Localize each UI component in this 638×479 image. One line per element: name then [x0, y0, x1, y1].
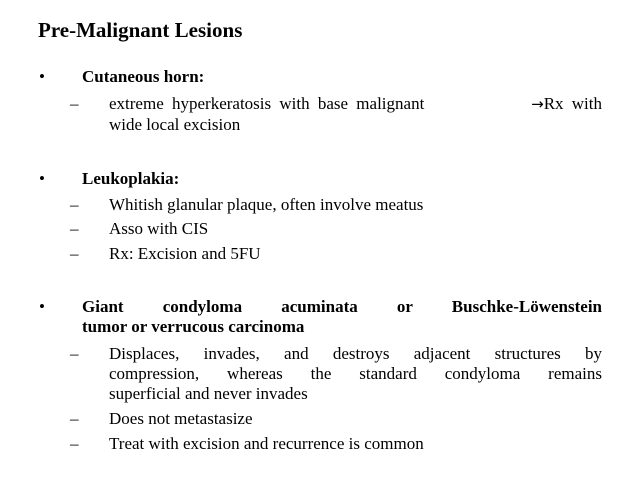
sub-item-text: Whitish glanular plaque, often involve meatus — [109, 195, 424, 214]
sub-item-text: Rx with — [543, 94, 602, 113]
sub-item-text: Asso with CIS — [109, 219, 209, 238]
bullet-heading: Leukoplakia: — [82, 169, 180, 188]
sub-item-text: extreme hyperkeratosis with base malignant — [109, 94, 425, 113]
sub-item-text-line: superficial and never invades — [109, 384, 308, 403]
bullet-marker: • — [39, 297, 45, 316]
sub-item-text-line: compression, whereas the standard condyloma remains — [109, 364, 602, 383]
slide-title: Pre-Malignant Lesions — [38, 18, 243, 42]
arrow-and-rx — [531, 95, 602, 113]
bullet-marker: • — [39, 67, 45, 86]
sub-item-text: Rx: Excision and 5FU — [109, 244, 261, 263]
bullet-heading: Giant condyloma acuminata or Buschke-Löwenstein — [82, 297, 602, 316]
dash-marker: – — [70, 195, 79, 214]
sub-item-text: Displaces, invades, and destroys adjacent structures by — [109, 344, 602, 363]
dash-marker: – — [70, 94, 79, 113]
bullet-heading-line: tumor or verrucous carcinoma — [82, 317, 305, 336]
dash-marker: – — [70, 344, 79, 363]
dash-marker: – — [70, 409, 79, 428]
bullet-marker: • — [39, 169, 45, 188]
sub-item-text: Does not metastasize — [109, 409, 253, 428]
bullet-heading: Cutaneous horn: — [82, 67, 205, 86]
sub-item-text: Treat with excision and recurrence is common — [109, 434, 424, 453]
dash-marker: – — [70, 244, 79, 263]
sub-item-hyperkeratosis — [109, 95, 602, 113]
dash-marker: – — [70, 219, 79, 238]
dash-marker: – — [70, 434, 79, 453]
sub-item-text-line: wide local excision — [109, 115, 241, 134]
arrow-right-icon: → — [531, 95, 544, 113]
